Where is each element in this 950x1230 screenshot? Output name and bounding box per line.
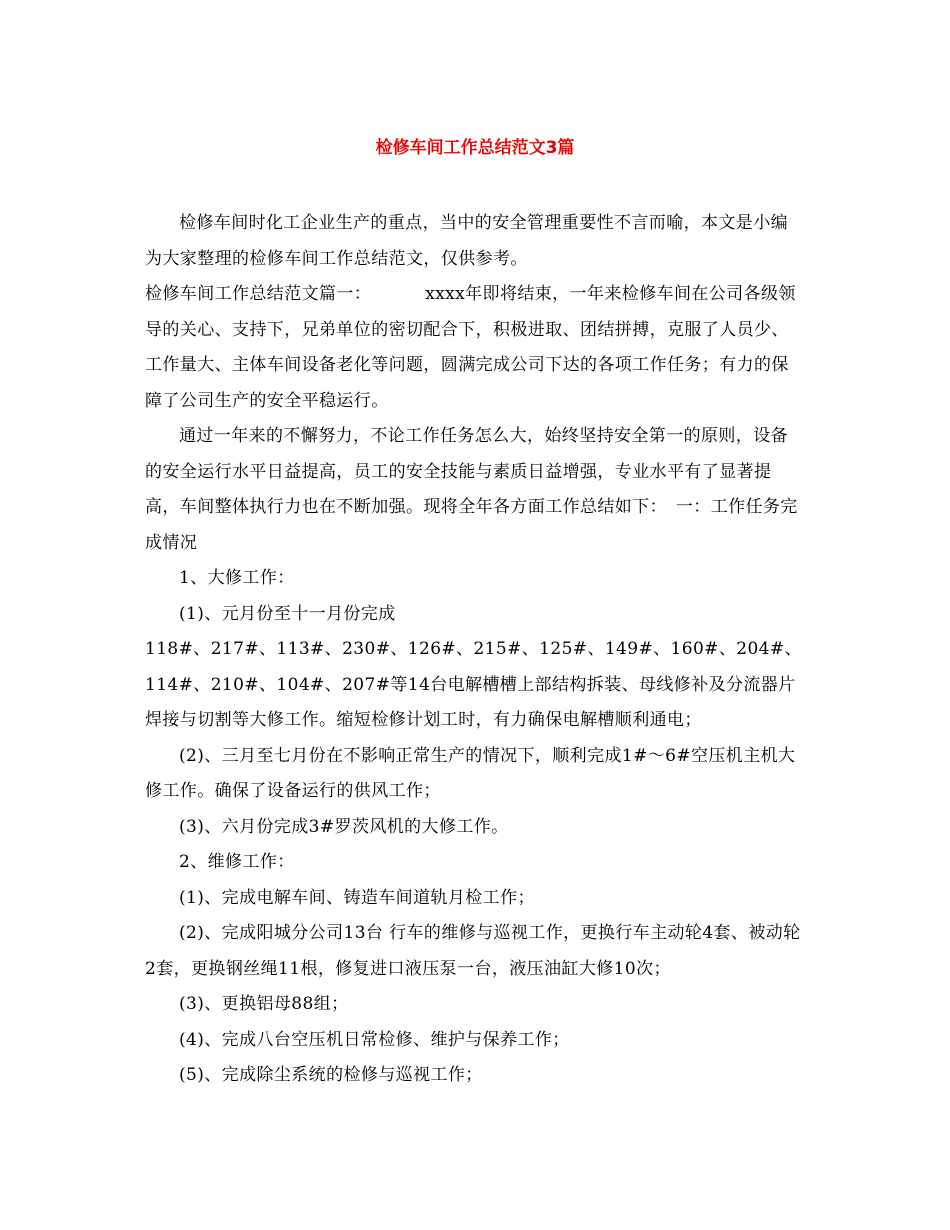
part-one-paragraph <box>145 277 805 419</box>
list-item: (2)、三月至七月份在不影响正常生产的情况下，顺利完成1#～6#空压机主机大修工作。确保了设备运行的供风工作； <box>145 745 796 801</box>
list-item-continuation: 118#、217#、113#、230#、126#、215#、125#、149#、160#、204#、114#、210#、104#、207#等14台电解槽槽上部结构拆装、母线修补及分流器片焊接与切割等大修工作。缩短检修计划工时，有力确保电解槽顺利通电； <box>145 639 802 730</box>
list-item: (3)、六月份完成3#罗茨风机的大修工作。 <box>179 816 509 837</box>
list-item: (4)、完成八台空压机日常检修、维护与保养工作； <box>179 1029 570 1050</box>
list-item: (1)、元月份至十一月份完成 <box>179 603 396 624</box>
list-item: (1)、完成电解车间、铸造车间道轨月检工作； <box>179 887 535 908</box>
list-item: (5)、完成除尘系统的检修与巡视工作； <box>179 1065 483 1085</box>
document-body <box>145 206 805 1094</box>
part-one-text: xxxx年即将结束，一年来检修车间在公司各级领导的关心、支持下，兄弟单位的密切配合下，积极进取、团结拼搏，克服了人员少、工作量大、主体车间设备老化等问题，圆满完成公司下达的各项工作任务；有力的保障了公司生产的安全平稳运行。 <box>145 284 796 411</box>
section-heading-overhaul: 1、大修工作： <box>179 568 295 588</box>
intro-paragraph: 检修车间时化工企业生产的重点，当中的安全管理重要性不言而喻，本文是小编为大家整理的检修车间工作总结范文，仅供参考。 <box>145 213 788 269</box>
document-title: 检修车间工作总结范文3篇 <box>375 138 575 158</box>
list-item: (2)、完成阳城分公司13台 行车的维修与巡视工作，更换行车主动轮4套、被动轮2套，更换钢丝绳11根，修复进口液压泵一台，液压油缸大修10次； <box>145 923 801 979</box>
part-one-heading: 检修车间工作总结范文篇一： <box>145 284 372 304</box>
summary-paragraph: 通过一年来的不懈努力，不论工作任务怎么大，始终坚持安全第一的原则，设备的安全运行水平日益提高，员工的安全技能与素质日益增强，专业水平有了显著提高，车间整体执行力也在不断加强。现将全年各方面工作总结如下： 一：工作任务完成情况 <box>145 426 798 553</box>
list-item: (3)、更换铝母88组； <box>179 994 349 1014</box>
section-heading-maintenance: 2、维修工作： <box>179 852 295 872</box>
